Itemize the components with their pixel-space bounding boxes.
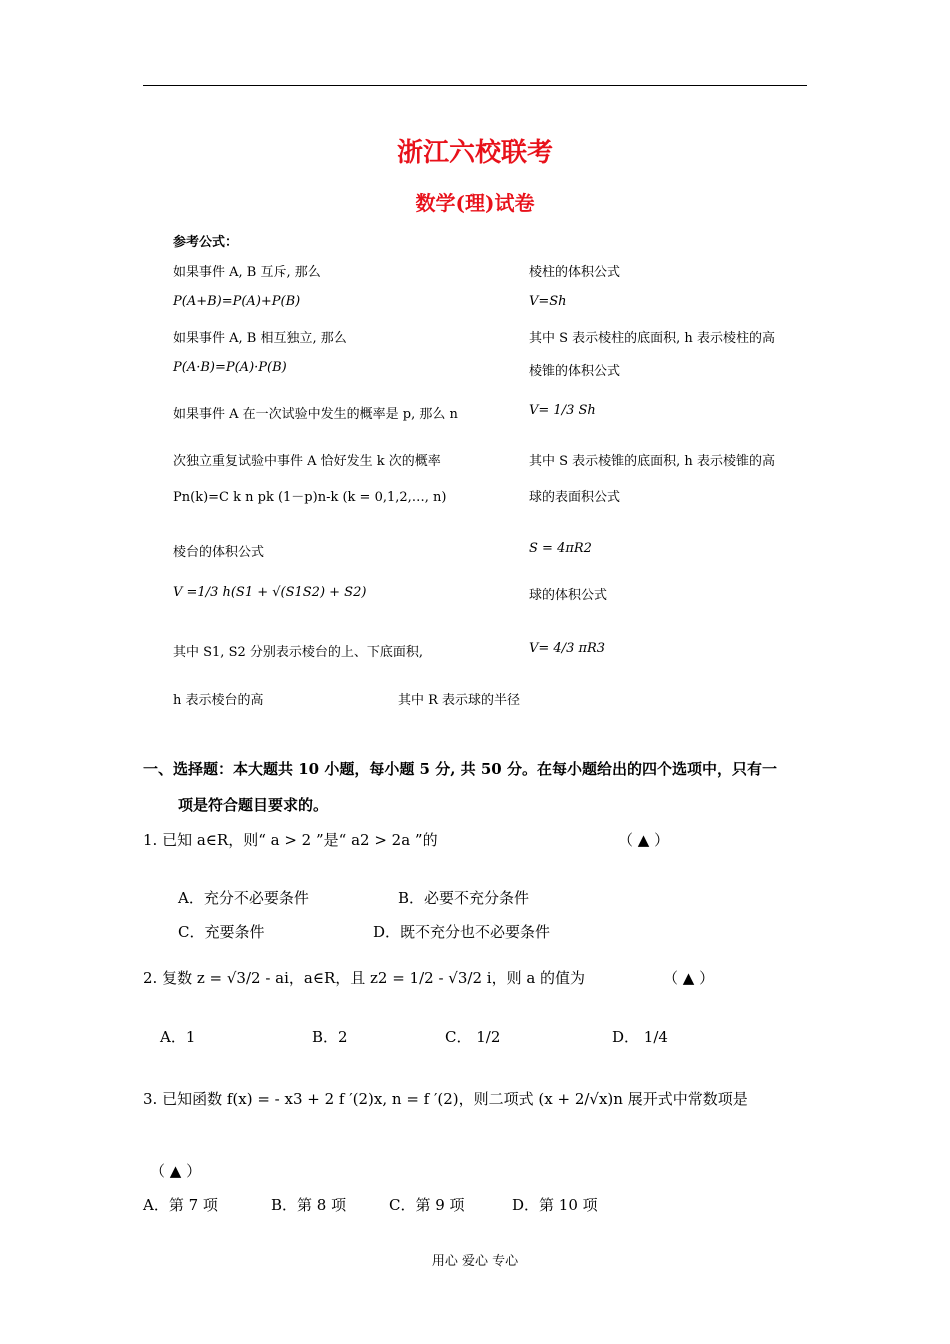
formula-left-4: P(A·B)=P(A)·P(B) bbox=[173, 360, 287, 375]
formula-left-3: 如果事件 A, B 相互独立, 那么 bbox=[173, 331, 347, 346]
question-1-option-a: A．充分不必要条件 bbox=[178, 889, 309, 907]
question-3-option-c: C．第 9 项 bbox=[389, 1196, 465, 1214]
formula-left-11: h 表示棱台的高 bbox=[173, 693, 264, 708]
formula-left-6: 次独立重复试验中事件 A 恰好发生 k 次的概率 bbox=[173, 454, 441, 469]
formula-left-8: 棱台的体积公式 bbox=[173, 545, 265, 560]
question-3-option-a: A．第 7 项 bbox=[143, 1196, 218, 1214]
formula-right-9: 球的体积公式 bbox=[529, 588, 608, 603]
top-rule bbox=[143, 85, 807, 86]
formula-right-6: 其中 S 表示棱锥的底面积, h 表示棱锥的高 bbox=[529, 454, 775, 469]
formula-left-1: 如果事件 A, B 互斥, 那么 bbox=[173, 265, 321, 280]
formula-right-7: 球的表面积公式 bbox=[529, 490, 621, 505]
question-2-stem: 2. 复数 z = √3/2 - ai，a∈R，且 z2 = 1/2 - √3/2 i，则 a 的值为 bbox=[143, 969, 586, 987]
formula-right-11: 其中 R 表示球的半径 bbox=[398, 693, 521, 708]
exam-title: 浙江六校联考 bbox=[396, 138, 553, 168]
formulas-heading: 参考公式： bbox=[173, 235, 239, 250]
section-heading-line2: 项是符合题目要求的。 bbox=[178, 796, 329, 814]
formula-right-10: V= 4/3 πR3 bbox=[529, 641, 606, 656]
formula-left-5: 如果事件 A 在一次试验中发生的概率是 p, 那么 n bbox=[173, 407, 458, 422]
formula-right-4: 棱锥的体积公式 bbox=[529, 364, 621, 379]
formula-right-1: 棱柱的体积公式 bbox=[529, 265, 621, 280]
formula-left-10: 其中 S1, S2 分别表示棱台的上、下底面积, bbox=[173, 645, 424, 660]
question-3-answer-mark: （ ▲ ） bbox=[150, 1162, 202, 1180]
formula-left-2: P(A+B)=P(A)+P(B) bbox=[173, 294, 301, 309]
question-2-option-b: B．2 bbox=[312, 1028, 348, 1046]
question-2-option-a: A．1 bbox=[160, 1028, 196, 1046]
question-2-answer-mark: （ ▲ ） bbox=[663, 969, 715, 987]
question-1-option-c: C．充要条件 bbox=[178, 923, 265, 941]
exam-subtitle: 数学(理)试卷 bbox=[415, 191, 535, 215]
formula-right-2: V=Sh bbox=[529, 294, 567, 309]
question-1-option-b: B．必要不充分条件 bbox=[398, 889, 530, 907]
question-2-option-d: D． 1/4 bbox=[612, 1028, 668, 1046]
question-2-option-c: C． 1/2 bbox=[445, 1028, 501, 1046]
page-footer: 用心 爱心 专心 bbox=[431, 1254, 519, 1269]
formula-right-8: S = 4πR2 bbox=[529, 541, 592, 556]
question-1-option-d: D．既不充分也不必要条件 bbox=[373, 923, 551, 941]
formula-right-3: 其中 S 表示棱柱的底面积, h 表示棱柱的高 bbox=[529, 331, 775, 346]
question-1-answer-mark: （ ▲ ） bbox=[618, 831, 670, 849]
question-3-stem: 3. 已知函数 f(x) = - x3 + 2 f ′(2)x, n = f ′(2)，则二项式 (x + 2/√x)n 展开式中常数项是 bbox=[143, 1090, 748, 1108]
question-1-stem: 1. 已知 a∈R，则“ a > 2 ”是“ a2 > 2a ”的 bbox=[143, 831, 438, 849]
formula-left-7: Pn(k)=C k n pk (1－p)n-k (k = 0,1,2,…, n) bbox=[173, 490, 447, 505]
question-3-option-d: D．第 10 项 bbox=[512, 1196, 598, 1214]
section-heading-line1: 一、选择题：本大题共 10 小题，每小题 5 分, 共 50 分。在每小题给出的四个选项中，只有一 bbox=[143, 760, 777, 778]
formula-right-5: V= 1/3 Sh bbox=[529, 403, 596, 418]
question-3-option-b: B．第 8 项 bbox=[271, 1196, 347, 1214]
formula-left-9: V =1/3 h(S1 + √(S1S2) + S2) bbox=[173, 585, 367, 600]
